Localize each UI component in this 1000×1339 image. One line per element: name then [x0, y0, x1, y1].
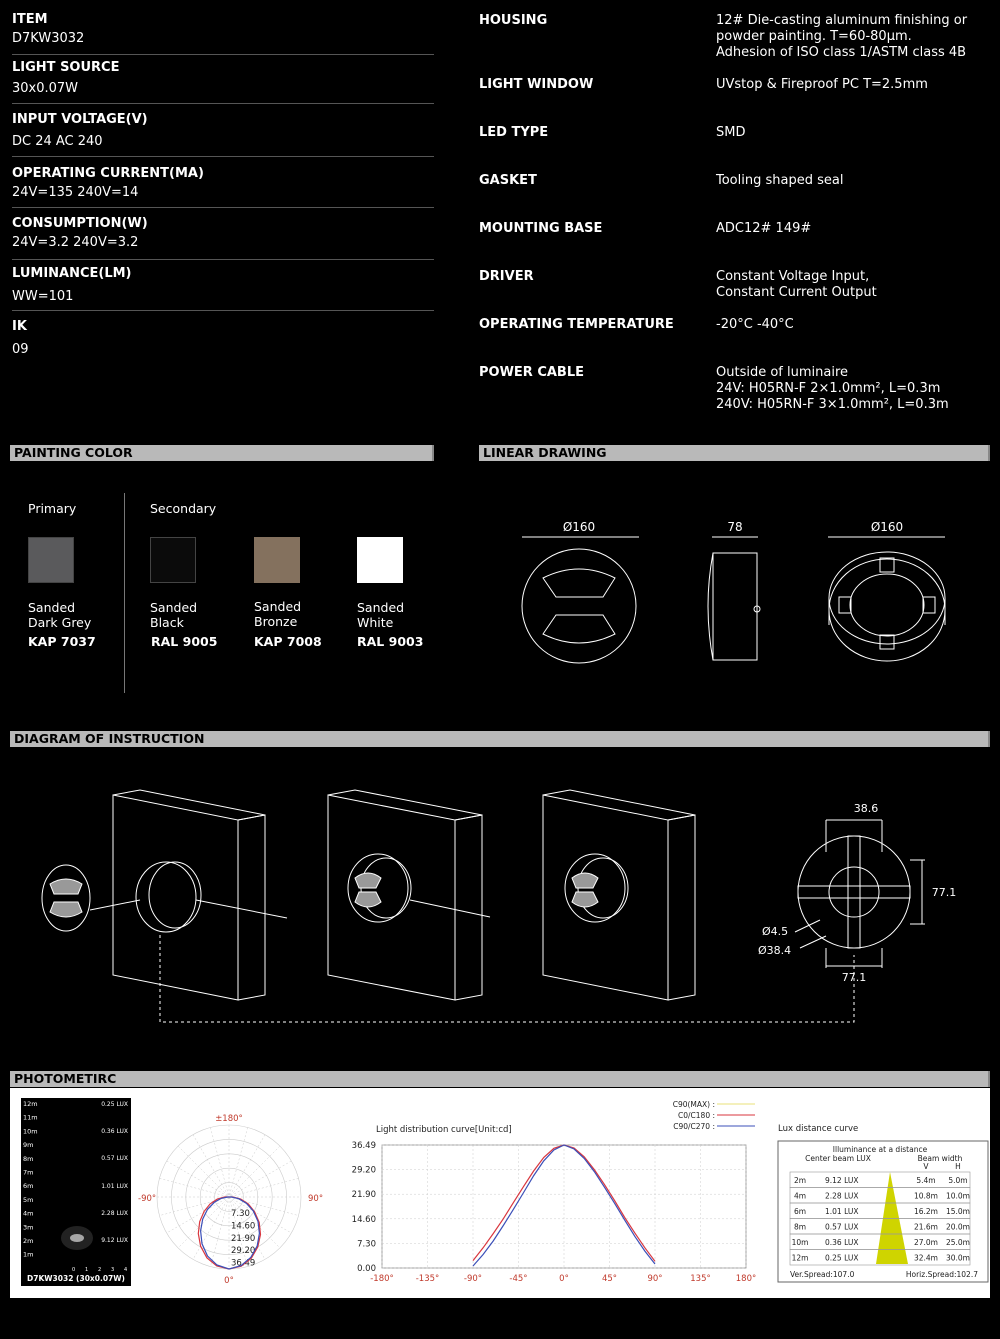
isolux-lux-label: 0.57 LUX — [101, 1155, 128, 1162]
isolux-lux-label: 0.36 LUX — [101, 1128, 128, 1135]
spec-line: Adhesion of ISO class 1/ASTM class 4B — [716, 45, 967, 60]
swatch-white — [357, 537, 403, 583]
spec-line: Tooling shaped seal — [716, 173, 844, 188]
lux-v: 27.0m — [913, 1238, 939, 1247]
swatch-black — [150, 537, 196, 583]
isolux-x-tick: 4 — [124, 1267, 128, 1273]
exploded-luminaire — [42, 862, 287, 932]
swatch-dark-grey — [28, 537, 74, 583]
curve-y-tick: 29.20 — [351, 1165, 376, 1176]
spec-line: 240V: H05RN-F 3×1.0mm², L=0.3m — [716, 397, 949, 412]
lux-h: 15.0m — [945, 1207, 971, 1216]
spec-line: powder painting. T=60-80μm. — [716, 29, 912, 44]
spec-line: 12# Die-casting aluminum finishing or — [716, 13, 968, 28]
polar-ring-label: 14.60 — [231, 1221, 256, 1232]
back-view — [829, 552, 945, 661]
curve-x-tick: -135° — [415, 1274, 440, 1284]
spec-line: Constant Current Output — [716, 285, 877, 300]
spec-label: HOUSING — [479, 13, 548, 28]
curve-title: Light distribution curve[Unit:cd] — [376, 1125, 512, 1135]
secondary-label: Secondary — [150, 501, 217, 516]
isolux-distance: 8m — [23, 1154, 34, 1163]
curve-x-tick: 0° — [559, 1274, 569, 1284]
polar-ring-label: 36.49 — [231, 1258, 256, 1269]
lux-h: 30.0m — [945, 1253, 971, 1263]
polar-label-bottom: 0° — [224, 1276, 234, 1286]
hor-spread: Horiz.Spread:102.7 — [905, 1270, 978, 1279]
instruction-diagram — [0, 760, 1000, 1060]
isolux-x-tick: 3 — [111, 1267, 115, 1273]
swatch-code: RAL 9003 — [357, 634, 424, 649]
spec-value: 24V=135 240V=14 — [12, 185, 139, 200]
isolux-distance: 9m — [23, 1141, 34, 1150]
lux-h: 5.0m — [948, 1176, 968, 1185]
isolux-lux-label: 1.01 LUX — [101, 1183, 128, 1190]
curve-x-tick: -45° — [509, 1274, 528, 1284]
dim-label: 78 — [727, 520, 743, 534]
lux-title: Lux distance curve — [778, 1124, 859, 1134]
section-bar-photometric: PHOTOMETIRC — [10, 1071, 990, 1087]
lux-header: Illuminance at a distance — [832, 1145, 928, 1154]
lux-value: 0.25 LUX — [825, 1253, 859, 1263]
lux-v: 10.8m — [913, 1191, 939, 1201]
swatch-code: KAP 7008 — [254, 634, 322, 649]
isolux-caption: D7KW3032 (30x0.07W) — [27, 1274, 125, 1283]
lux-header: V — [923, 1162, 929, 1171]
spec-row-operating-current — [12, 166, 434, 208]
spec-row-luminance — [12, 266, 434, 311]
mounted-luminaire-2 — [348, 854, 490, 922]
spec-label: DRIVER — [479, 269, 534, 284]
isolux-x-tick: 0 — [72, 1267, 76, 1273]
spec-line: 24V: H05RN-F 2×1.0mm², L=0.3m — [716, 381, 941, 396]
spec-value — [716, 77, 928, 93]
curve-y-tick: 7.30 — [357, 1239, 376, 1250]
lux-distance: 12m — [791, 1253, 809, 1263]
legend-label: C0/C180 : — [678, 1111, 715, 1120]
spec-value — [716, 221, 811, 237]
swatch-bronze — [254, 537, 300, 583]
lux-distance-table — [778, 1124, 988, 1282]
dim-label: 77.1 — [841, 971, 867, 984]
isolux-distance: 5m — [23, 1195, 34, 1204]
spec-label: CONSUMPTION(W) — [12, 216, 148, 231]
isolux-chart — [21, 1098, 131, 1286]
spec-label: LUMINANCE(LM) — [12, 266, 132, 281]
isolux-lux-label: 9.12 LUX — [101, 1237, 128, 1244]
polar-ring-label: 29.20 — [231, 1246, 256, 1257]
divider — [124, 493, 125, 693]
spec-line: SMD — [716, 125, 746, 140]
polar-chart — [138, 1114, 323, 1286]
curve-x-tick: 135° — [690, 1274, 711, 1284]
lux-value: 0.36 LUX — [825, 1238, 859, 1247]
isolux-distance: 3m — [23, 1223, 34, 1232]
spec-row-item — [12, 12, 434, 55]
spec-label: IK — [12, 319, 27, 334]
spec-row-consumption — [12, 216, 434, 260]
spec-value: DC 24 AC 240 — [12, 134, 103, 149]
spec-value: D7KW3032 — [12, 31, 85, 46]
isolux-distance: 7m — [23, 1168, 34, 1177]
polar-ring-label: 21.90 — [231, 1233, 256, 1244]
swatch-name: Sanded Black — [150, 600, 198, 630]
spec-value: 30x0.07W — [12, 81, 79, 96]
isolux-distance: 4m — [23, 1209, 34, 1218]
dim-label: Ø38.4 — [758, 944, 792, 957]
polar-label-top: ±180° — [215, 1114, 243, 1124]
swatch-code: KAP 7037 — [28, 634, 96, 649]
isolux-distance: 12m — [23, 1100, 38, 1108]
photometric-svg — [10, 1088, 990, 1298]
curve-y-tick: 14.60 — [351, 1214, 376, 1225]
lux-distance: 8m — [793, 1222, 807, 1232]
spec-row-ik — [12, 319, 434, 364]
curve-x-tick: 45° — [601, 1274, 618, 1284]
lux-value: 1.01 LUX — [825, 1207, 859, 1216]
spec-value — [716, 317, 794, 333]
legend-label: C90(MAX) : — [672, 1100, 715, 1109]
curve-x-tick: 90° — [647, 1274, 663, 1284]
isolux-distance: 11m — [23, 1113, 38, 1122]
spec-line: ADC12# 149# — [716, 221, 812, 236]
lux-header: Center beam LUX — [805, 1154, 871, 1163]
spec-line: Constant Voltage Input, — [716, 269, 870, 284]
spec-label: LED TYPE — [479, 125, 549, 140]
spec-value: WW=101 — [12, 289, 74, 304]
curve-y-tick: 36.49 — [351, 1141, 376, 1151]
curve-y-tick: 21.90 — [351, 1190, 376, 1201]
section-bar-diagram: DIAGRAM OF INSTRUCTION — [10, 731, 990, 747]
lux-v: 21.6m — [913, 1222, 939, 1232]
curve-x-tick: -180° — [370, 1274, 394, 1284]
dim-label: Ø160 — [870, 520, 904, 534]
swatch-name: Sanded Dark Grey — [28, 600, 92, 630]
lux-value: 9.12 LUX — [825, 1176, 859, 1185]
dim-label: Ø160 — [562, 520, 596, 534]
spec-row-light-source — [12, 60, 434, 104]
isolux-distance: 1m — [23, 1250, 34, 1259]
spec-value — [716, 13, 967, 61]
lux-h: 25.0m — [945, 1238, 971, 1247]
polar-label-right: 90° — [308, 1194, 324, 1204]
lux-h: 20.0m — [945, 1222, 971, 1232]
spec-value — [716, 365, 949, 413]
legend-label: C90/C270 : — [673, 1122, 715, 1131]
curve-x-tick: 180° — [735, 1274, 757, 1284]
dim-label: Ø4.5 — [762, 925, 789, 938]
isolux-lux-label: 2.28 LUX — [101, 1210, 128, 1217]
isolux-x-tick: 2 — [98, 1267, 102, 1273]
lux-value: 2.28 LUX — [825, 1191, 859, 1201]
curve-x-tick: -90° — [463, 1274, 483, 1284]
polar-label-left: -90° — [138, 1194, 157, 1204]
spec-label: OPERATING TEMPERATURE — [479, 317, 674, 332]
spec-label: MOUNTING BASE — [479, 221, 603, 236]
spec-label: LIGHT SOURCE — [12, 60, 120, 75]
swatch-code: RAL 9005 — [151, 634, 218, 649]
isolux-distance: 10m — [23, 1127, 38, 1136]
spec-row-input-voltage — [12, 112, 434, 157]
isolux-lux-label: 0.25 LUX — [101, 1101, 128, 1108]
lux-header: H — [955, 1162, 961, 1171]
lux-v: 32.4m — [913, 1253, 939, 1263]
dim-label: 38.6 — [853, 802, 879, 815]
mounting-plate — [795, 820, 925, 968]
lux-v: 16.2m — [913, 1207, 939, 1216]
spec-value — [716, 269, 877, 301]
spec-label: INPUT VOLTAGE(V) — [12, 112, 148, 127]
lux-distance: 6m — [793, 1207, 807, 1216]
mounted-luminaire-3 — [565, 854, 628, 922]
spec-value: 09 — [12, 342, 29, 357]
swatch-name: Sanded Bronze — [254, 599, 302, 629]
lux-value: 0.57 LUX — [825, 1222, 859, 1232]
polar-ring-label: 7.30 — [231, 1209, 250, 1219]
section-bar-painting-color: PAINTING COLOR — [10, 445, 434, 461]
lux-distance: 10m — [791, 1238, 809, 1247]
wall-block-2 — [328, 790, 482, 1000]
spec-label: POWER CABLE — [479, 365, 585, 380]
spec-label: GASKET — [479, 173, 537, 188]
spec-value — [716, 173, 843, 189]
spec-label: LIGHT WINDOW — [479, 77, 594, 92]
section-bar-linear-drawing: LINEAR DRAWING — [479, 445, 990, 461]
spec-value — [716, 125, 745, 141]
lux-distance: 4m — [793, 1191, 807, 1201]
curve-y-tick: 0.00 — [357, 1264, 376, 1274]
photometric-panel — [10, 1088, 990, 1298]
dashed-connector — [160, 935, 854, 1022]
spec-line: Outside of luminaire — [716, 365, 848, 380]
spec-line: -20°C -40°C — [716, 317, 794, 332]
lux-h: 10.0m — [945, 1191, 971, 1201]
front-view — [522, 549, 636, 663]
spec-line: UVstop & Fireproof PC T=2.5mm — [716, 77, 928, 92]
isolux-distance: 2m — [23, 1237, 34, 1245]
isolux-distance: 6m — [23, 1182, 34, 1191]
ver-spread: Ver.Spread:107.0 — [790, 1270, 855, 1279]
dim-label: 77.1 — [931, 886, 957, 899]
spec-label: OPERATING CURRENT(MA) — [12, 166, 204, 181]
side-view — [708, 553, 760, 660]
linear-drawing — [479, 505, 990, 680]
lux-v: 5.4m — [916, 1176, 936, 1185]
swatch-name: Sanded White — [357, 600, 405, 630]
primary-label: Primary — [28, 501, 77, 516]
lux-distance: 2m — [793, 1176, 807, 1185]
spec-label: ITEM — [12, 12, 48, 27]
distribution-chart — [352, 1100, 757, 1284]
isolux-x-tick: 1 — [85, 1267, 89, 1273]
lux-header: Beam width — [917, 1154, 963, 1163]
spec-value: 24V=3.2 240V=3.2 — [12, 235, 139, 250]
